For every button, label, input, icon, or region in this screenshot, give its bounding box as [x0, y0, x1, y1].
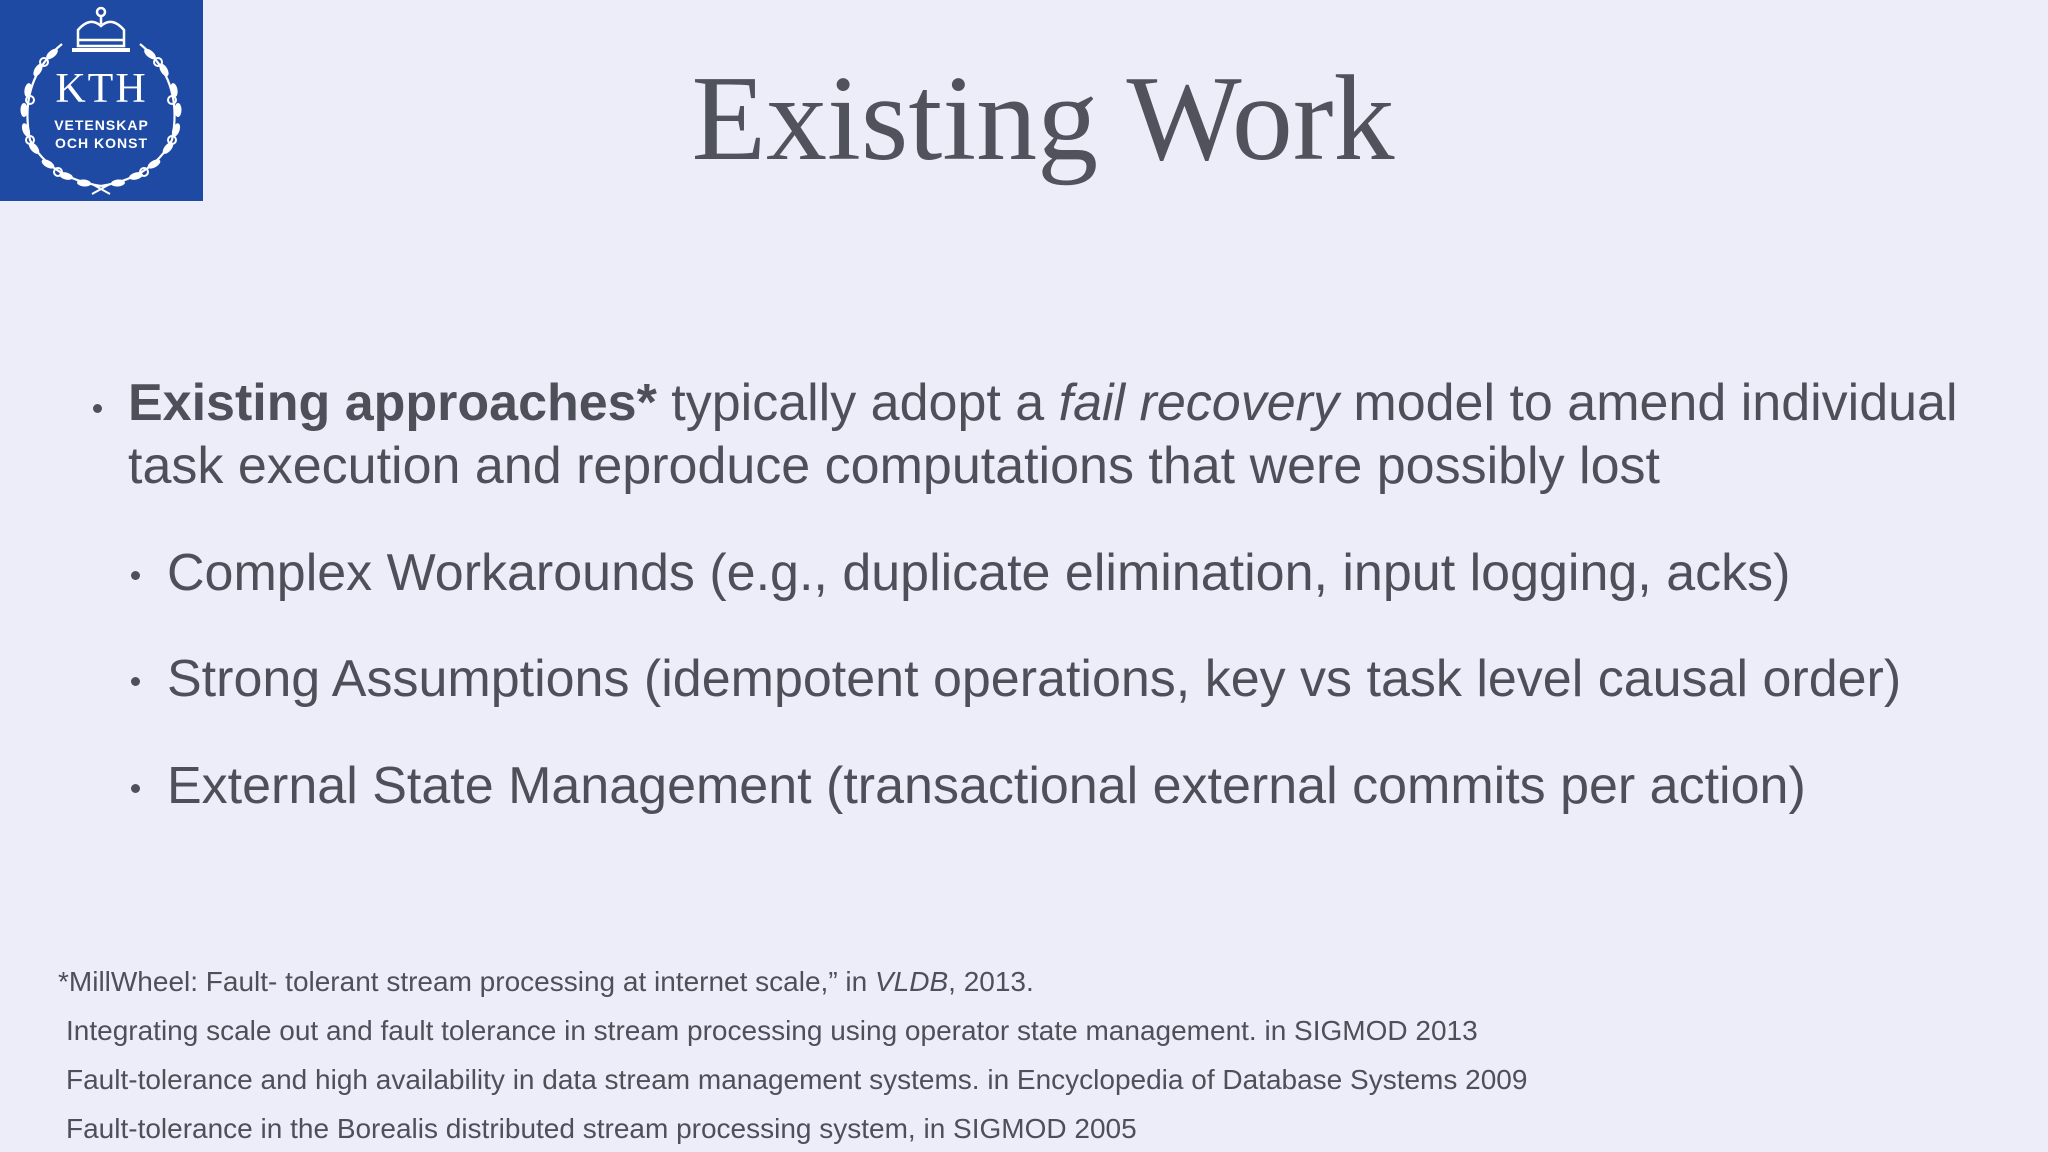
reference-millwheel — [58, 965, 1034, 999]
slide-title: Existing Work — [691, 51, 1395, 186]
logo-line-2: OCH KONST — [55, 135, 148, 151]
sub-bullet-dot-icon — [131, 784, 140, 793]
logo-line-1: VETENSKAP — [54, 117, 149, 133]
bullet-dot-icon — [93, 404, 102, 413]
sub-bullet-external-state: External State Management (transactional external commits per action) — [167, 757, 1806, 815]
sub-bullet-dot-icon — [131, 571, 140, 580]
sub-bullet-strong-assumptions: Strong Assumptions (idempotent operations, key vs task level causal order) — [167, 650, 1902, 708]
sub-bullet-dot-icon — [131, 677, 140, 686]
reference-millwheel-venue: VLDB — [875, 966, 949, 997]
main-bullet-text-1: typically adopt a — [656, 374, 1059, 432]
main-bullet-text-2: model to amend individual task execution and reproduce computations that were possibly lost — [128, 374, 1958, 495]
reference-item: Fault-tolerance and high availability in data stream management systems. in Encyclopedia of Database Systems 2009 — [66, 1064, 1528, 1095]
sub-bullet-complex-workarounds: Complex Workarounds (e.g., duplicate elimination, input logging, acks) — [167, 544, 1791, 602]
main-bullet-italic: fail recovery — [1058, 374, 1339, 432]
reference-item: Fault-tolerance in the Borealis distributed stream processing system, in SIGMOD 2005 — [66, 1113, 1137, 1144]
reference-millwheel-suffix: , 2013. — [948, 966, 1034, 997]
logo-kth-text: KTH — [55, 66, 148, 112]
reference-millwheel-prefix: *MillWheel: Fault- tolerant stream processing at internet scale,” in — [58, 966, 875, 997]
main-bullet-bold: Existing approaches* — [128, 374, 657, 432]
reference-item: Integrating scale out and fault tolerance in stream processing using operator state management. in SIGMOD 2013 — [66, 1015, 1478, 1046]
main-bullet — [128, 372, 2028, 498]
